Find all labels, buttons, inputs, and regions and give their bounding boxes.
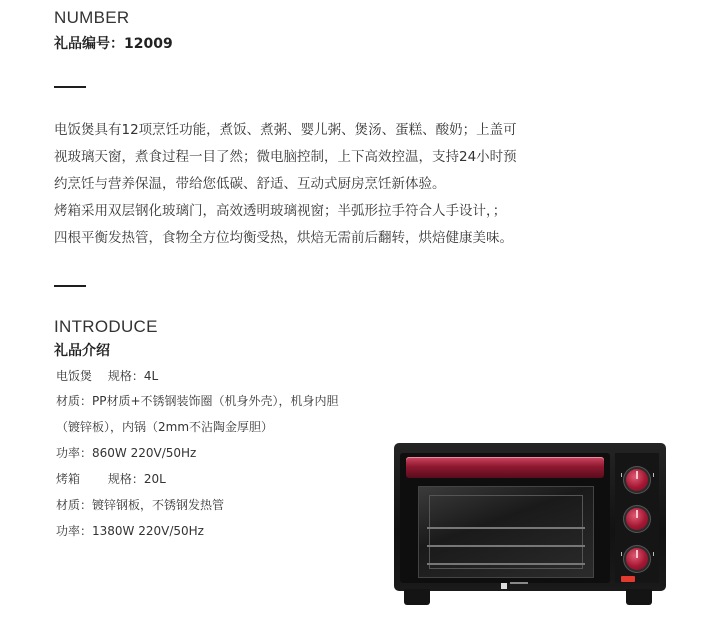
description-line: 四根平衡发热管，食物全方位均衡受热，烘焙无需前后翻转，烘焙健康美味。 bbox=[54, 230, 513, 246]
oven-window bbox=[418, 486, 594, 578]
dial-tick bbox=[621, 473, 622, 477]
number-heading: NUMBER bbox=[54, 8, 130, 27]
spec-line: 材质：PP材质+不锈钢装饰圈（机身外壳），机身内胆 bbox=[56, 394, 339, 408]
oven-foot bbox=[404, 589, 430, 605]
gift-number: 礼品编号：12009 bbox=[54, 36, 173, 52]
oven-rack bbox=[427, 545, 585, 547]
spec-line: 材质：镀锌钢板，不锈钢发热管 bbox=[56, 498, 225, 512]
spec-line: 功率：860W 220V/50Hz bbox=[56, 446, 197, 460]
product-description bbox=[54, 117, 517, 252]
introduce-heading: INTRODUCE bbox=[54, 317, 158, 336]
oven-door-handle bbox=[406, 457, 604, 478]
oven-interior bbox=[429, 495, 583, 569]
description-line: 烤箱采用双层钢化玻璃门，高效透明玻璃视窗；半弧形拉手符合人手设计，； bbox=[54, 203, 507, 219]
description-line: 约烹饪与营养保温，带给您低碳、舒适、互动式厨房烹饪新体验。 bbox=[54, 176, 446, 192]
dial-tick bbox=[653, 552, 654, 556]
timer-knob bbox=[626, 548, 648, 570]
introduce-subtitle: 礼品介绍 bbox=[54, 343, 110, 359]
description-line: 电饭煲具有12项烹饪功能，煮饭、煮粥、婴儿粥、煲汤、蛋糕、酸奶；上盖可 bbox=[54, 122, 517, 138]
spec-line: 电饭煲 规格：4L bbox=[56, 369, 159, 383]
temperature-knob bbox=[626, 469, 648, 491]
toaster-oven-image bbox=[394, 443, 666, 608]
power-indicator-lamp bbox=[621, 576, 635, 582]
spec-line: 功率：1380W 220V/50Hz bbox=[56, 524, 204, 538]
spec-line: （镀锌板），内锅（2mm不沾陶金厚胆） bbox=[56, 420, 274, 434]
oven-rack bbox=[427, 563, 585, 565]
brand-mark bbox=[510, 582, 528, 584]
description-line: 视玻璃天窗，煮食过程一目了然；微电脑控制，上下高效控温，支持24小时预 bbox=[54, 149, 517, 165]
control-panel bbox=[615, 453, 659, 583]
brand-logo bbox=[501, 583, 507, 589]
mode-knob bbox=[626, 508, 648, 530]
dial-tick bbox=[621, 552, 622, 556]
oven-foot bbox=[626, 589, 652, 605]
dial-tick bbox=[653, 473, 654, 477]
divider bbox=[54, 86, 86, 88]
oven-door bbox=[400, 453, 610, 583]
oven-rack bbox=[427, 527, 585, 529]
divider bbox=[54, 285, 86, 287]
spec-line: 烤箱 规格：20L bbox=[56, 472, 166, 486]
